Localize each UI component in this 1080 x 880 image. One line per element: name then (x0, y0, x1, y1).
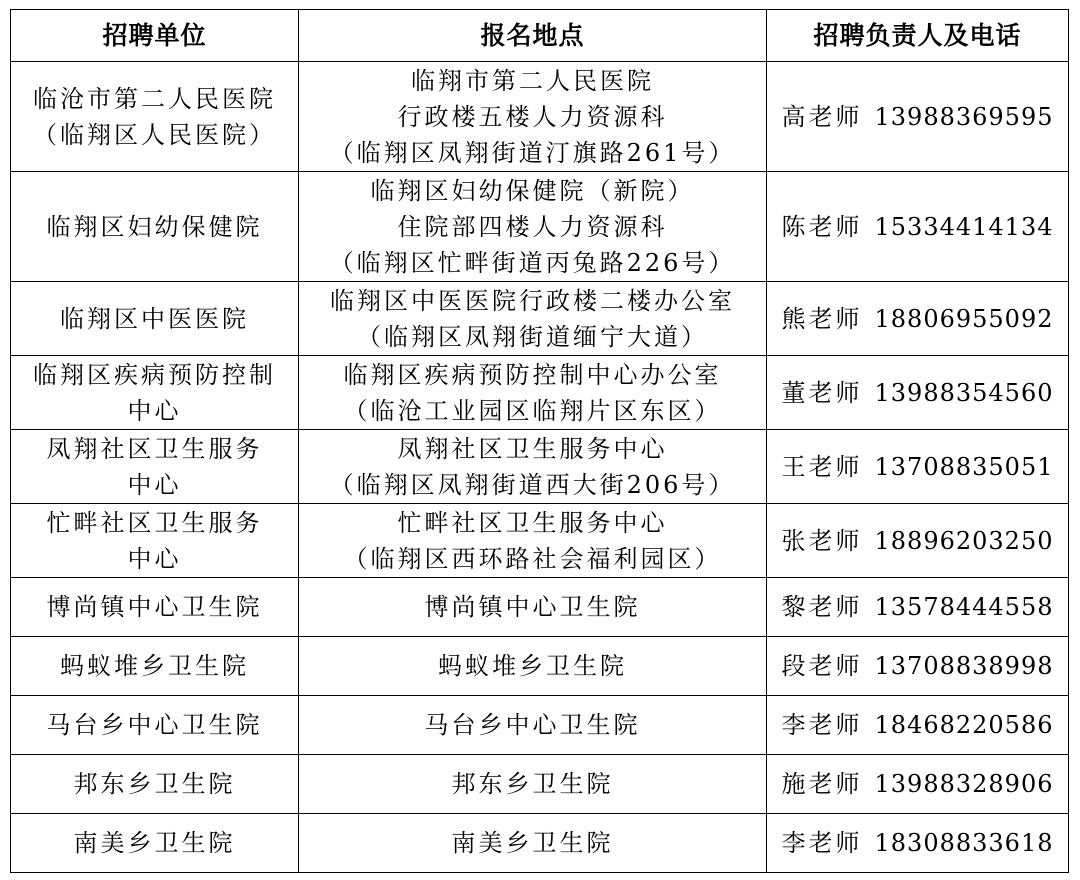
location-cell (299, 356, 767, 430)
contact-cell (767, 62, 1069, 172)
table-row (11, 62, 1069, 172)
table-row (11, 696, 1069, 755)
location-line: 凤翔社区卫生服务中心 (397, 434, 668, 463)
location-line: （临翔区凤翔街道汀旗路261号） (329, 138, 736, 167)
contact-phone: 13708838998 (874, 652, 1054, 680)
contact-cell (767, 356, 1069, 430)
unit-cell (11, 755, 299, 814)
table-row (11, 755, 1069, 814)
recruitment-contact-table (10, 9, 1069, 873)
location-line: （临翔区凤翔街道西大街206号） (329, 470, 736, 499)
location-line: （临沧工业园区临翔片区东区） (343, 396, 722, 425)
contact-name: 陈老师 (781, 212, 863, 241)
contact-cell (767, 755, 1069, 814)
location-line: （临翔区西环路社会福利园区） (343, 544, 722, 573)
unit-line: 临翔区中医医院 (60, 304, 249, 333)
unit-line: 临翔区疾病预防控制 (33, 360, 276, 389)
contact-cell (767, 637, 1069, 696)
contact-phone: 18308833618 (874, 829, 1054, 857)
unit-cell (11, 172, 299, 282)
unit-line: 临翔区妇幼保健院 (46, 212, 263, 241)
location-line: 临翔市第二人民医院 (411, 66, 654, 95)
location-cell (299, 172, 767, 282)
location-cell (299, 637, 767, 696)
location-line: 行政楼五楼人力资源科 (397, 102, 668, 131)
contact-cell (767, 578, 1069, 637)
location-line: 临翔区疾病预防控制中心办公室 (343, 360, 722, 389)
unit-line: 中心 (127, 470, 182, 499)
unit-cell (11, 696, 299, 755)
contact-name: 高老师 (781, 102, 863, 131)
contact-phone: 13988354560 (874, 378, 1054, 407)
contact-cell (767, 814, 1069, 873)
unit-line: 博尚镇中心卫生院 (46, 593, 263, 621)
unit-line: 中心 (127, 544, 182, 573)
location-line: （临翔区忙畔街道丙兔路226号） (329, 248, 736, 277)
unit-line: 中心 (127, 396, 182, 425)
contact-cell (767, 504, 1069, 578)
contact-name: 王老师 (781, 452, 863, 481)
contact-name: 张老师 (781, 526, 863, 555)
unit-line: 蚂蚁堆乡卫生院 (60, 652, 249, 680)
location-line: 蚂蚁堆乡卫生院 (438, 652, 627, 680)
contact-phone: 13988369595 (874, 102, 1054, 131)
unit-cell (11, 430, 299, 504)
contact-name: 董老师 (781, 378, 863, 407)
unit-cell (11, 356, 299, 430)
location-line: 马台乡中心卫生院 (424, 711, 641, 739)
location-cell (299, 696, 767, 755)
location-line: （临翔区凤翔街道缅宁大道） (357, 322, 708, 351)
contact-cell (767, 282, 1069, 356)
contact-name: 段老师 (781, 652, 863, 680)
contact-name: 施老师 (781, 770, 863, 798)
contact-name: 熊老师 (781, 304, 863, 333)
table-row (11, 504, 1069, 578)
contact-phone: 18806955092 (874, 304, 1054, 333)
contact-name: 李老师 (781, 711, 863, 739)
table-row (11, 814, 1069, 873)
table-row (11, 356, 1069, 430)
contact-phone: 13708835051 (874, 452, 1054, 481)
unit-cell (11, 62, 299, 172)
location-cell (299, 578, 767, 637)
unit-cell (11, 814, 299, 873)
unit-line: 忙畔社区卫生服务 (46, 508, 263, 537)
location-line: 邦东乡卫生院 (451, 770, 614, 798)
location-cell (299, 430, 767, 504)
unit-cell (11, 504, 299, 578)
unit-line: 南美乡卫生院 (73, 829, 236, 857)
contact-name: 李老师 (781, 829, 863, 857)
location-cell (299, 62, 767, 172)
location-cell (299, 814, 767, 873)
unit-line: 马台乡中心卫生院 (46, 711, 263, 739)
table-row (11, 282, 1069, 356)
table-row (11, 637, 1069, 696)
unit-line: 邦东乡卫生院 (73, 770, 236, 798)
contact-phone: 13988328906 (874, 770, 1054, 798)
header-location: 报名地点 (299, 10, 767, 62)
contact-phone: 13578444558 (874, 593, 1054, 621)
contact-name: 黎老师 (781, 593, 863, 621)
contact-phone: 15334414134 (874, 212, 1054, 241)
header-unit: 招聘单位 (11, 10, 299, 62)
unit-cell (11, 282, 299, 356)
location-line: 临翔区中医医院行政楼二楼办公室 (330, 286, 735, 315)
contact-cell (767, 172, 1069, 282)
location-line: 南美乡卫生院 (451, 829, 614, 857)
unit-line: 临沧市第二人民医院 (33, 84, 276, 113)
location-cell (299, 755, 767, 814)
contact-cell (767, 696, 1069, 755)
table-header-row (11, 10, 1069, 62)
table-row (11, 172, 1069, 282)
location-line: 临翔区妇幼保健院（新院） (370, 176, 695, 205)
location-cell (299, 282, 767, 356)
contact-cell (767, 430, 1069, 504)
location-line: 博尚镇中心卫生院 (424, 593, 641, 621)
contact-phone: 18468220586 (874, 711, 1054, 739)
unit-cell (11, 637, 299, 696)
table-row (11, 578, 1069, 637)
header-contact: 招聘负责人及电话 (767, 10, 1069, 62)
location-cell (299, 504, 767, 578)
unit-cell (11, 578, 299, 637)
unit-line: 凤翔社区卫生服务 (46, 434, 263, 463)
location-line: 住院部四楼人力资源科 (397, 212, 668, 241)
contact-phone: 18896203250 (874, 526, 1054, 555)
table-row (11, 430, 1069, 504)
location-line: 忙畔社区卫生服务中心 (397, 508, 668, 537)
unit-line: （临翔区人民医院） (33, 120, 276, 149)
